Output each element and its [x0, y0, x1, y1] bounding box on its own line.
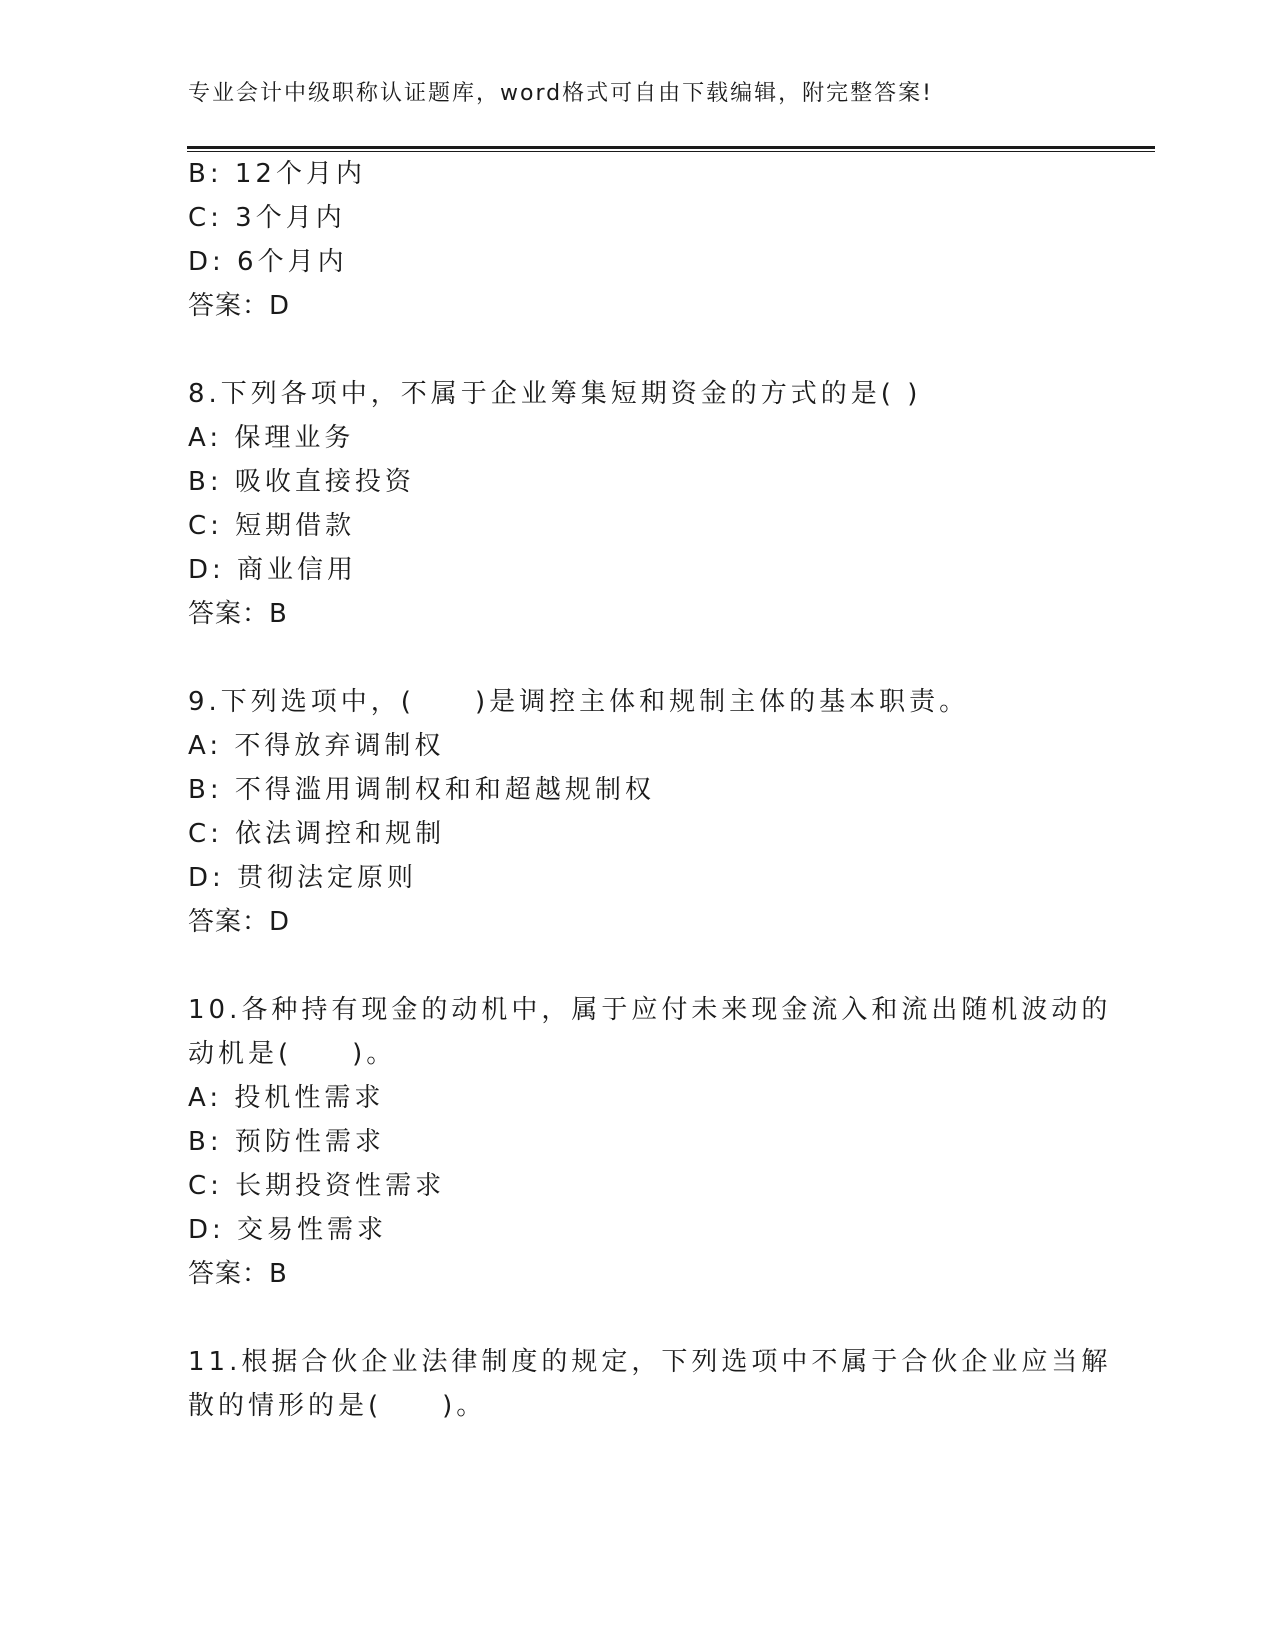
q9-stem: 9.下列选项中，( )是调控主体和规制主体的基本职责。 — [188, 687, 970, 717]
header-rule-thin — [187, 151, 1155, 152]
q9-answer: 答案：D — [188, 907, 291, 937]
q9-option-a: A: 不得放弃调制权 — [188, 731, 445, 761]
q8-option-c: C: 短期借款 — [188, 511, 356, 541]
prev-option-d: D: 6个月内 — [188, 247, 348, 277]
q10-answer: 答案：B — [188, 1259, 288, 1289]
document-header: 专业会计中级职称认证题库，word格式可自由下载编辑，附完整答案! — [188, 81, 933, 106]
q10-option-a: A: 投机性需求 — [188, 1083, 385, 1113]
q10-stem-line1: 10.各种持有现金的动机中，属于应付未来现金流入和流出随机波动的 — [188, 995, 1112, 1025]
q10-option-d: D: 交易性需求 — [188, 1215, 388, 1245]
q8-option-b: B: 吸收直接投资 — [188, 467, 415, 497]
prev-option-c: C: 3个月内 — [188, 203, 346, 233]
q8-option-a: A: 保理业务 — [188, 423, 355, 453]
q11-stem-line2: 散的情形的是( )。 — [188, 1391, 487, 1421]
header-rule-thick — [187, 146, 1155, 149]
q10-stem-line2: 动机是( )。 — [188, 1039, 397, 1069]
q9-option-b: B: 不得滥用调制权和和超越规制权 — [188, 775, 655, 805]
q8-option-d: D: 商业信用 — [188, 555, 358, 585]
prev-answer: 答案：D — [188, 291, 291, 321]
prev-option-b: B: 12个月内 — [188, 159, 366, 189]
q9-option-c: C: 依法调控和规制 — [188, 819, 446, 849]
q11-stem-line1: 11.根据合伙企业法律制度的规定，下列选项中不属于合伙企业应当解 — [188, 1347, 1112, 1377]
q8-stem: 8.下列各项中，不属于企业筹集短期资金的方式的是( ) — [188, 379, 922, 409]
q10-option-b: B: 预防性需求 — [188, 1127, 385, 1157]
q10-option-c: C: 长期投资性需求 — [188, 1171, 446, 1201]
q8-answer: 答案：B — [188, 599, 288, 629]
q9-option-d: D: 贯彻法定原则 — [188, 863, 418, 893]
